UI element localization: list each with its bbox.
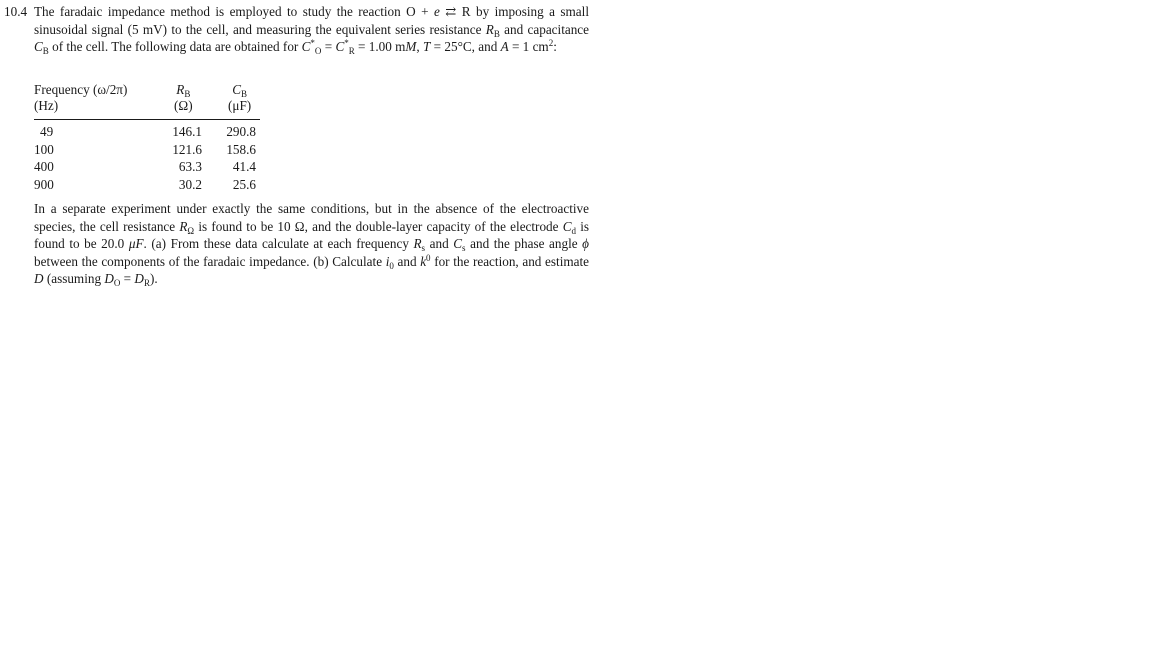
cell-cb: 290.8	[226, 124, 256, 139]
table-row	[34, 176, 260, 194]
cell-rb: 146.1	[172, 124, 202, 139]
cell-cb: 25.6	[232, 176, 256, 192]
cell-frequency: 100	[34, 141, 54, 157]
header-rb: $R_B$ (Ω)	[174, 82, 193, 113]
cell-rb: 121.6	[172, 141, 202, 157]
header-frequency: Frequency (ω/2π) (Hz)	[34, 82, 128, 113]
table-header	[34, 82, 260, 117]
header-cb: $C_B$ (μF)	[228, 82, 252, 113]
problem-intro: The faradaic impedance method is employed to study the reaction O + e ⇄ R by imposing a small sinusoidal signal (5 mV) to the cell, and measuring the equivalent series resistance $R_B$ and capacitance $C_B$ of the cell. The following data are obtained for $C^*_O = C^*_R = 1.00$ mM, T = 25°C, and A = 1 $cm^2$:	[34, 4, 590, 57]
cell-cb: 41.4	[232, 159, 256, 175]
cell-frequency: 900	[34, 176, 54, 192]
table-row	[34, 158, 260, 176]
table-body	[34, 123, 260, 193]
cell-frequency: 400	[34, 159, 54, 175]
cell-rb: 30.2	[178, 176, 202, 192]
table-row	[34, 123, 260, 141]
cell-frequency: 49	[40, 124, 54, 139]
problem-questions: In a separate experiment under exactly the same conditions, but in the absence of the electroactive species, the cell resistance $R_\Omega$ is found to be 10 Ω, and the double-layer capacity of the electrode $C_d$ is found to be 20.0 μF. (a) From these data calculate at each frequency $R_s$ and $C_s$ and the phase angle ϕ between the components of the faradaic impedance. (b) Calculate $i_0$ and $k^0$ for the reaction, and estimate D (assuming $D_O = D_R$).	[34, 201, 590, 289]
data-table	[34, 82, 260, 192]
cell-cb: 158.6	[226, 141, 256, 157]
table-row	[34, 141, 260, 159]
problem-number: 10.4	[4, 4, 28, 19]
cell-rb: 63.3	[178, 159, 202, 175]
header-rule	[34, 119, 260, 120]
